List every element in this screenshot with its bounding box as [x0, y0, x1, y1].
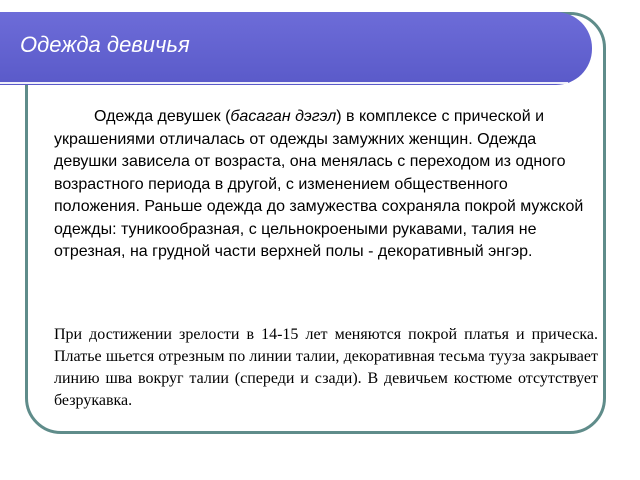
paragraph1-before-term: Одежда девушек ( [94, 108, 231, 125]
paragraph1-term: басаган дэгэл [230, 108, 337, 125]
slide-title: Одежда девичья [20, 32, 190, 57]
paragraph-clothing-description [54, 106, 590, 264]
paragraph-maturity-description: При достижении зрелости в 14-15 лет меняются покрой платья и прическа. Платье шьется отрезным по линии талии, декоративная тесьма тууза закрывает линию шва вокруг талии (спереди и сзади). В девичьем костюме отсутствует безрукавка. [54, 326, 598, 409]
title-underline [0, 82, 568, 84]
paragraph1-after-term: ) в комплексе с прической и украшениями отличалась от одежды замужних женщин. Одежда девушки зависела от возраста, она менялась с переходом из одного возрастного периода в другой, с изменением общественного положения. Раньше одежда до замужества сохраняла покрой мужской одежды: туникообразная, с цельнокроеными рукавами, талия не отрезная, на грудной части верхней полы - декоративный энгэр. [54, 108, 584, 260]
title-bar [0, 12, 592, 85]
